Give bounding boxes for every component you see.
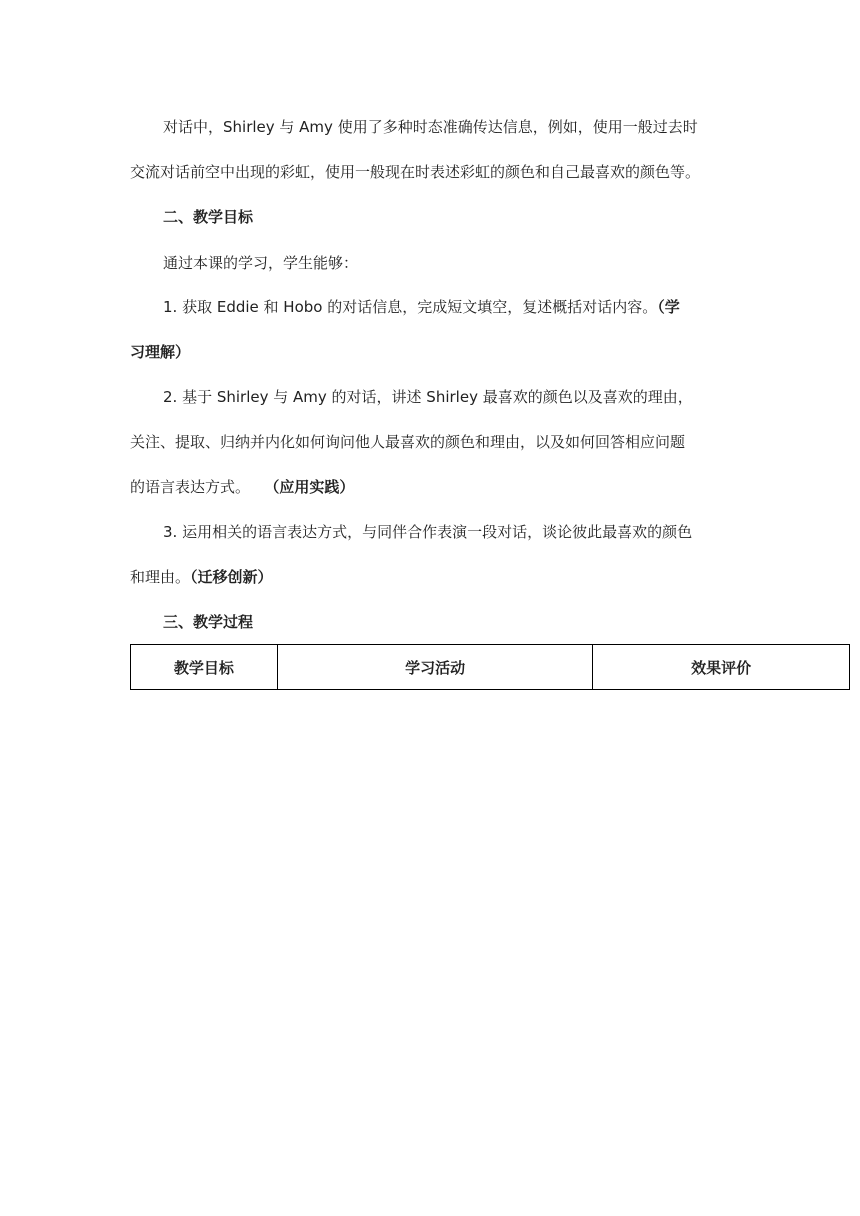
goal-item-2-line: 关注、提取、归纳并内化如何询问他人最喜欢的颜色和理由，以及如何回答相应问题 [130,433,686,451]
section-heading-goals: 二、教学目标 [163,208,254,226]
goal-1-tag-continued: 习理解） [130,343,191,361]
paragraph-line: 对话中，Shirley 与 Amy 使用了多种时态准确传达信息，例如，使用一般过去时 [163,118,698,136]
goal-item-1 [163,297,763,317]
goals-intro: 通过本课的学习，学生能够： [163,254,359,272]
table-header-row [131,645,850,690]
paragraph-line: 交流对话前空中出现的彩虹，使用一般现在时表述彩虹的颜色和自己最喜欢的颜色等。 [130,163,701,181]
goal-item-3-line: 3. 运用相关的语言表达方式，与同伴合作表演一段对话，谈论彼此最喜欢的颜色 [163,523,693,541]
table-header-cell: 教学目标 [131,645,278,690]
goal-2-tag: （应用实践） [264,478,355,496]
table-header-cell: 学习活动 [277,645,593,690]
goal-item-2-line: 2. 基于 Shirley 与 Amy 的对话，讲述 Shirley 最喜欢的颜色以及喜欢的理由， [163,388,693,406]
teaching-process-table [130,644,850,690]
goal-1-tag: （学 [657,298,680,316]
section-heading-process: 三、教学过程 [163,613,254,631]
goal-2-text: 的语言表达方式。 [130,478,251,496]
goal-item-3-line [130,567,730,587]
goal-3-tag: （迁移创新） [190,568,273,586]
goal-3-text: 和理由。 [130,568,191,586]
table-header-cell: 效果评价 [593,645,850,690]
goal-item-2-line [130,477,730,497]
goal-1-text: 1. 获取 Eddie 和 Hobo 的对话信息，完成短文填空，复述概括对话内容。 [163,298,658,316]
